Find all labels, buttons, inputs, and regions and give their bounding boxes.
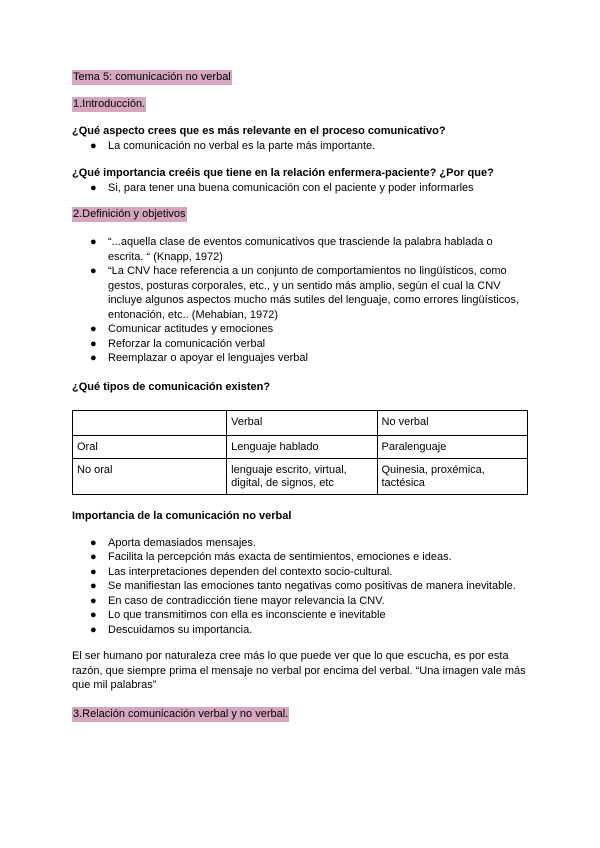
section-3-heading: 3.Relación comunicación verbal y no verbal. (73, 707, 289, 720)
table-cell: No verbal (377, 411, 528, 436)
question-2-answers (72, 181, 528, 196)
question-2: ¿Qué importancia creéis que tiene en la relación enfermera-paciente? ¿Por que? (72, 167, 494, 179)
table-row (73, 436, 528, 459)
bullet-icon: ● (90, 323, 97, 335)
list-item: ● En caso de contradicción tiene mayor relevancia la CNV. (90, 594, 385, 607)
document-content (72, 70, 528, 722)
bullet-icon: ● (90, 594, 97, 607)
bullet-icon: ● (90, 609, 97, 621)
list-item: ● Comunicar actitudes y emociones (90, 323, 274, 335)
table-cell: Paralenguaje (377, 436, 528, 459)
document-title-line (72, 70, 528, 85)
list-item: ● “...aquella clase de eventos comunicativos que trasciende la palabra hablada o escrita. “ (Knapp, 1972) (90, 236, 493, 263)
section-3-line (72, 707, 528, 722)
list-item: ● Se manifiestan las emociones tanto negativas como positivas de manera inevitable. (90, 580, 516, 592)
list-item: ● Si, para tener una buena comunicación con el paciente y poder informarles (90, 181, 474, 194)
list-item: ● La comunicación no verbal es la parte más importante. (90, 139, 376, 152)
list-item: ● Las interpretaciones dependen del contexto socio-cultural. (90, 565, 393, 578)
list-item: ● “La CNV hace referencia a un conjunto de comportamientos no lingüísticos, como gestos, posturas corporales, etc., y un sentido más amplio, según el cual la CNV incluye algunos aspectos mucho más sutiles del lenguaje, como errores lingüísticos, entonación, etc.. (Mehabian, 1972) (90, 265, 519, 321)
list-item: ● Lo que transmitimos con ella es inconsciente e inevitable (90, 609, 386, 621)
bullet-icon: ● (90, 551, 97, 563)
table-row (73, 459, 528, 495)
list-item: ● Reemplazar o apoyar el lenguajes verbal (90, 352, 308, 364)
bullet-icon: ● (90, 580, 97, 592)
bullet-icon: ● (90, 536, 97, 549)
importance-list (72, 536, 528, 638)
list-item: ● Facilita la percepción más exacta de sentimientos, emociones e ideas. (90, 551, 452, 563)
bullet-icon: ● (90, 236, 97, 248)
section-2-line (72, 207, 528, 222)
importance-paragraph: El ser humano por naturaleza cree más lo que puede ver que lo que escucha, es por esta razón, que siempre prima el mensaje no verbal por encima del verbal. “Una imagen vale más que mil palabras” (72, 650, 526, 691)
table-cell: Quinesia, proxémica, tactésica (377, 459, 528, 495)
table-header-row (73, 411, 528, 436)
table-cell: Lenguaje hablado (227, 436, 377, 459)
bullet-icon: ● (90, 337, 97, 350)
section-1-line (72, 97, 528, 112)
bullet-icon: ● (90, 352, 97, 364)
table-cell (73, 411, 227, 436)
list-item: ● Aporta demasiados mensajes. (90, 536, 256, 549)
bullet-icon: ● (90, 139, 97, 152)
list-item: ● Descuidamos su importancia. (90, 623, 253, 636)
section-2-heading: 2.Definición y objetivos (73, 208, 186, 220)
bullet-icon: ● (90, 623, 97, 636)
table-cell: Verbal (227, 411, 377, 436)
table-cell: lenguaje escrito, virtual, digital, de signos, etc (227, 459, 377, 495)
list-item: ● Reforzar la comunicación verbal (90, 337, 266, 350)
section-1-heading: 1.Introducción. (73, 98, 146, 110)
bullet-icon: ● (90, 181, 97, 194)
question-1-answers (72, 139, 528, 154)
document-title: Tema 5: comunicación no verbal (73, 71, 231, 83)
definition-list (72, 235, 528, 366)
question-1: ¿Qué aspecto crees que es más relevante en el proceso comunicativo? (72, 125, 446, 137)
bullet-icon: ● (90, 265, 97, 277)
table-cell: Oral (73, 436, 227, 459)
types-question: ¿Qué tipos de comunicación existen? (72, 380, 271, 393)
table-cell: No oral (73, 459, 227, 495)
importance-heading: Importancia de la comunicación no verbal (72, 510, 292, 522)
bullet-icon: ● (90, 565, 97, 578)
communication-types-table (72, 410, 528, 495)
